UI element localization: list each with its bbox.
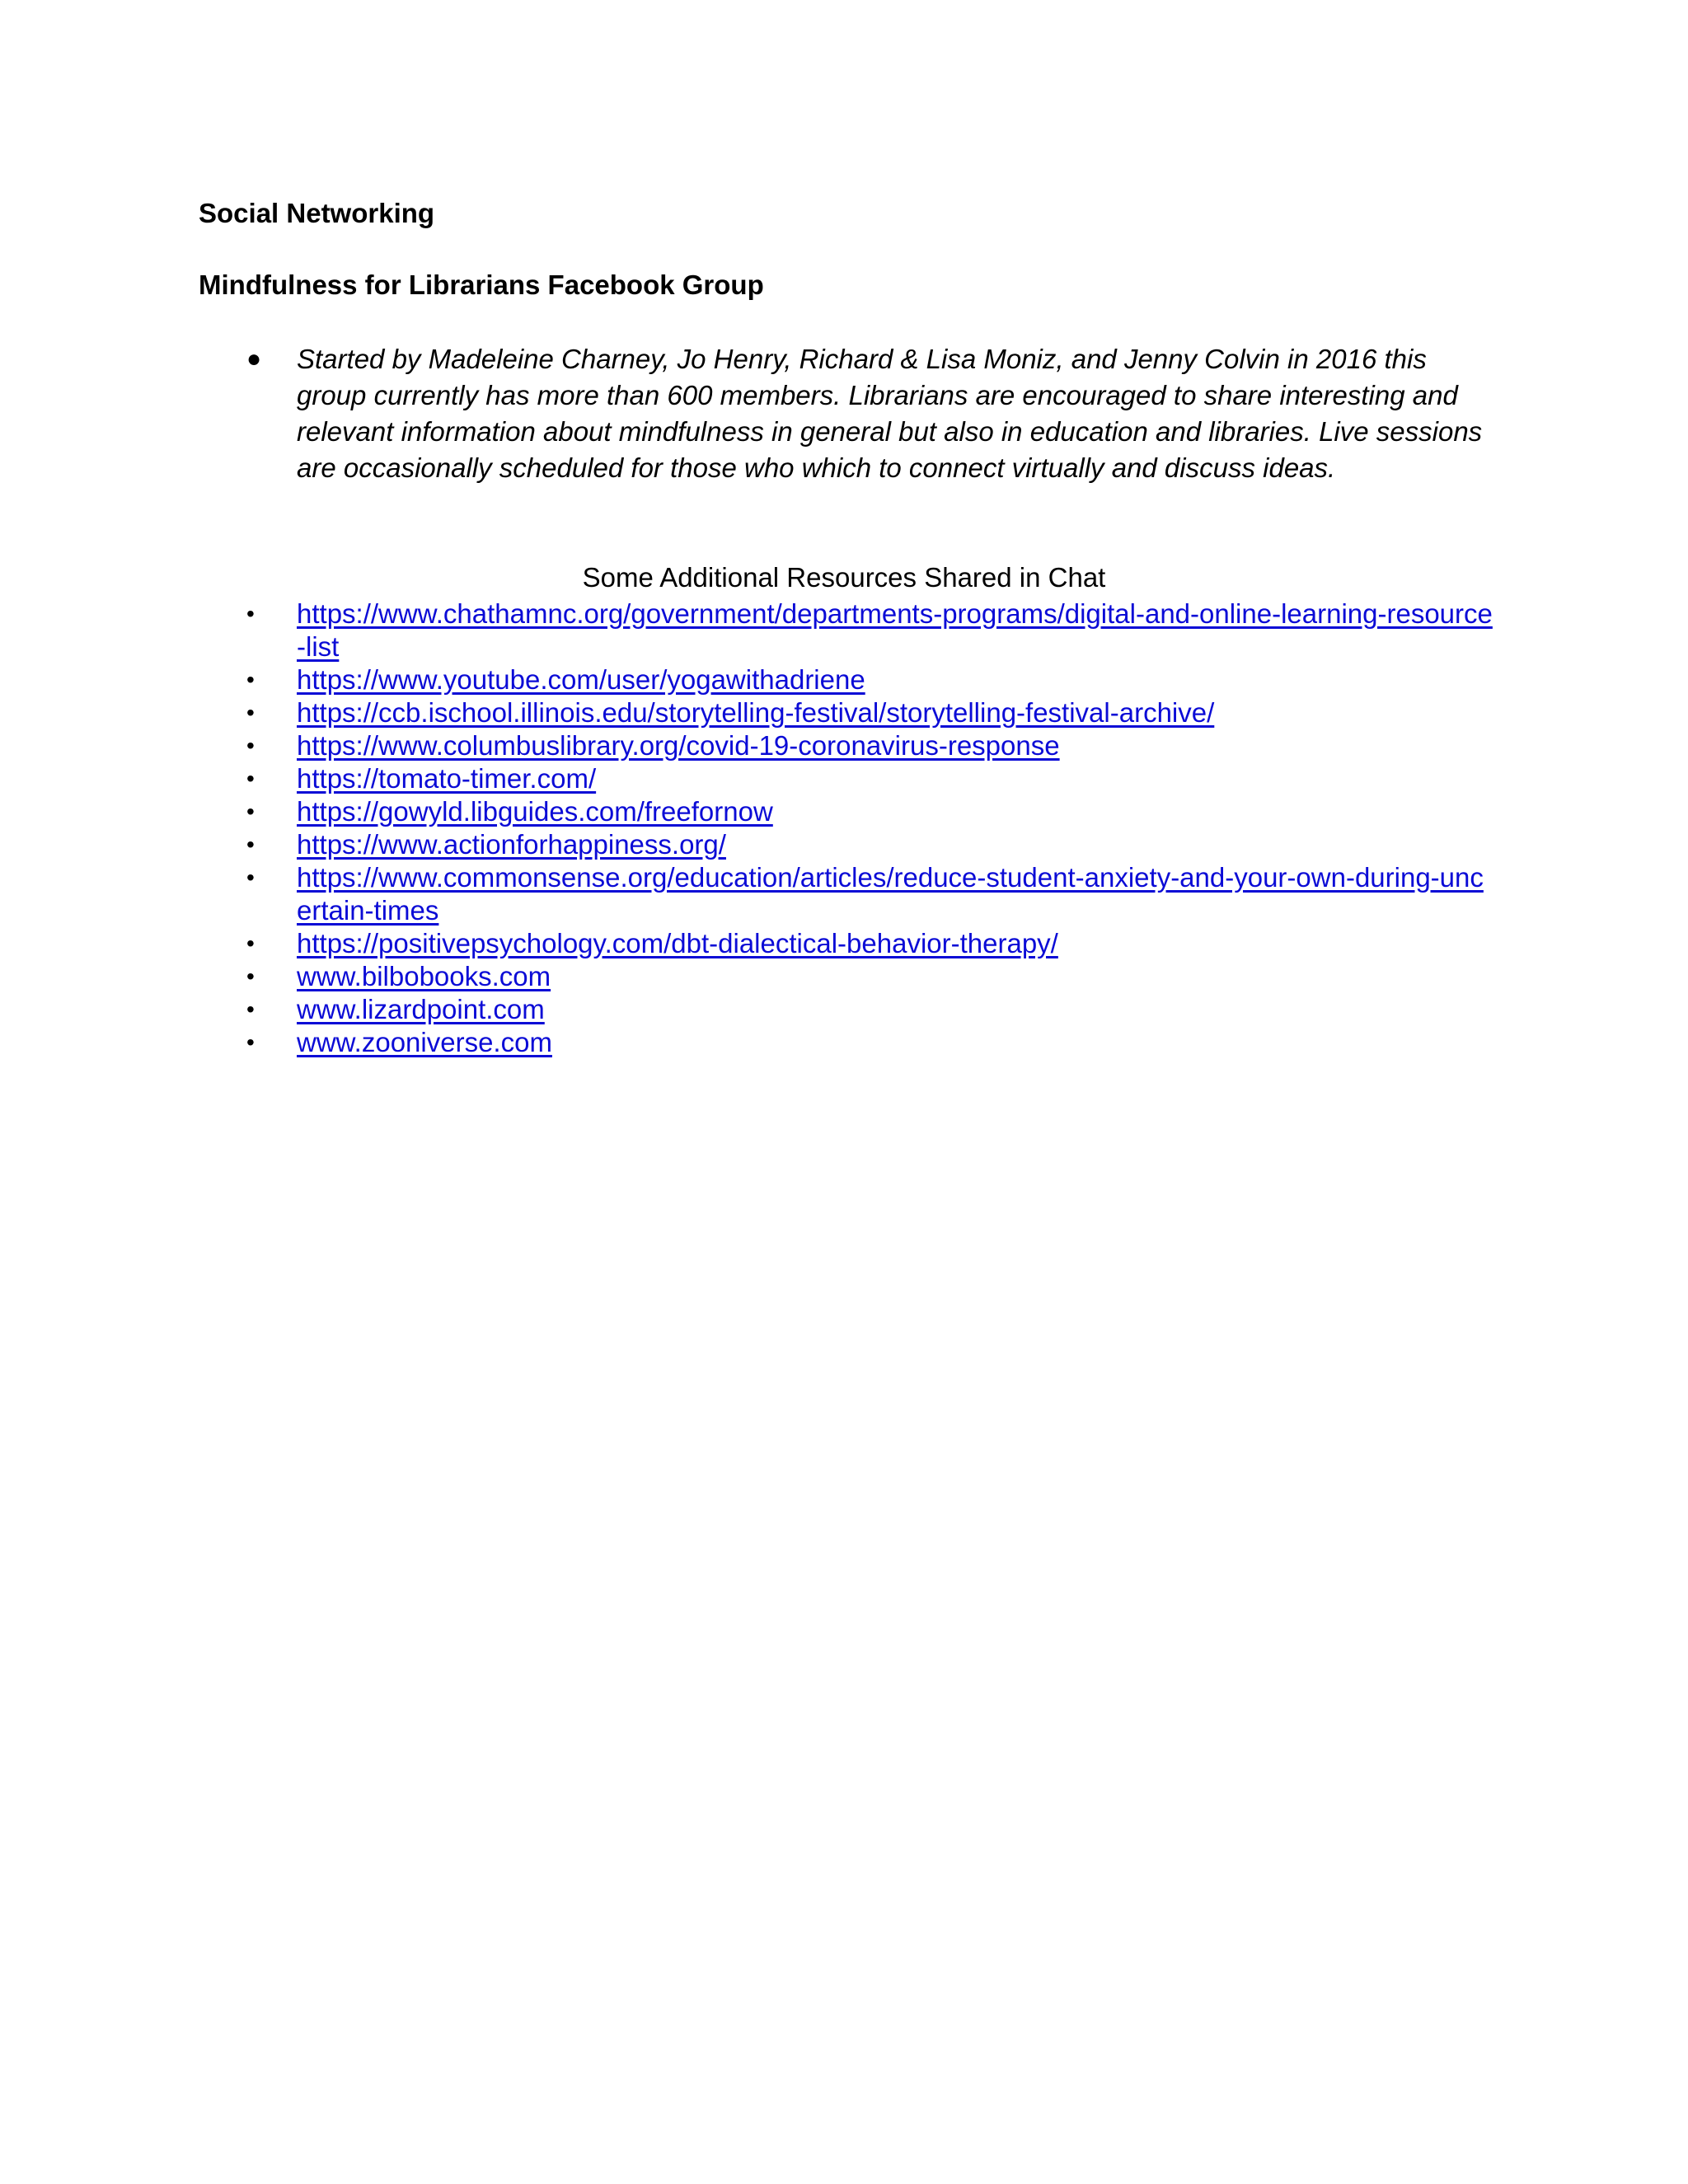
description-item xyxy=(199,341,1493,486)
description-text: Started by Madeleine Charney, Jo Henry, Richard & Lisa Moniz, and Jenny Colvin in 2016 this group currently has more than 600 members. Librarians are encouraged to share interesting and relevant information about mindfulness in general but also in education and libraries. Live sessions are occasionally scheduled for those who which to connect virtually and discuss ideas. xyxy=(297,344,1483,483)
list-item xyxy=(199,762,1493,795)
list-item xyxy=(199,927,1493,960)
bullet-icon: • xyxy=(246,799,255,824)
list-item xyxy=(199,598,1493,663)
bullet-icon: • xyxy=(246,601,255,626)
group-title: Mindfulness for Librarians Facebook Group xyxy=(199,269,764,300)
list-item xyxy=(199,696,1493,729)
list-item xyxy=(199,663,1493,696)
bullet-icon: • xyxy=(246,996,255,1022)
list-item xyxy=(199,729,1493,762)
resource-link-storytelling[interactable]: https://ccb.ischool.illinois.edu/storytelling-festival/storytelling-festival-archive/ xyxy=(297,697,1215,728)
resource-link-chathamnc[interactable]: https://www.chathamnc.org/government/departments-programs/digital-and-online-learning-resource-list xyxy=(297,598,1493,662)
bullet-icon: • xyxy=(246,700,255,725)
bullet-icon: ● xyxy=(246,345,262,373)
resource-link-actionforhappiness[interactable]: https://www.actionforhappiness.org/ xyxy=(297,829,726,860)
bullet-icon: • xyxy=(246,865,255,890)
list-item xyxy=(199,1026,1493,1059)
resource-link-positivepsychology[interactable]: https://positivepsychology.com/dbt-dialectical-behavior-therapy/ xyxy=(297,928,1058,958)
resource-link-commonsense[interactable]: https://www.commonsense.org/education/articles/reduce-student-anxiety-and-your-own-during-uncertain-times xyxy=(297,862,1484,926)
resource-link-tomato-timer[interactable]: https://tomato-timer.com/ xyxy=(297,763,597,794)
resource-link-zooniverse[interactable]: www.zooniverse.com xyxy=(297,1027,552,1057)
bullet-icon: • xyxy=(246,963,255,989)
list-item xyxy=(199,993,1493,1026)
resources-title: Some Additional Resources Shared in Chat xyxy=(582,562,1106,593)
bullet-icon: • xyxy=(246,733,255,758)
bullet-icon: • xyxy=(246,766,255,791)
section-title: Social Networking xyxy=(199,198,435,228)
list-item xyxy=(199,828,1493,861)
resource-link-columbuslibrary[interactable]: https://www.columbuslibrary.org/covid-19-coronavirus-response xyxy=(297,730,1060,761)
list-item xyxy=(199,861,1493,927)
resource-link-gowyld[interactable]: https://gowyld.libguides.com/freefornow xyxy=(297,796,773,827)
description-list xyxy=(199,341,1493,486)
resource-link-youtube[interactable]: https://www.youtube.com/user/yogawithadriene xyxy=(297,664,865,695)
bullet-icon: • xyxy=(246,1029,255,1055)
resource-link-bilbobooks[interactable]: www.bilbobooks.com xyxy=(297,961,551,991)
list-item xyxy=(199,960,1493,993)
bullet-icon: • xyxy=(246,667,255,692)
bullet-icon: • xyxy=(246,832,255,857)
resource-link-list xyxy=(199,598,1493,1059)
list-item xyxy=(199,795,1493,828)
resource-link-lizardpoint[interactable]: www.lizardpoint.com xyxy=(297,994,545,1024)
bullet-icon: • xyxy=(246,930,255,956)
